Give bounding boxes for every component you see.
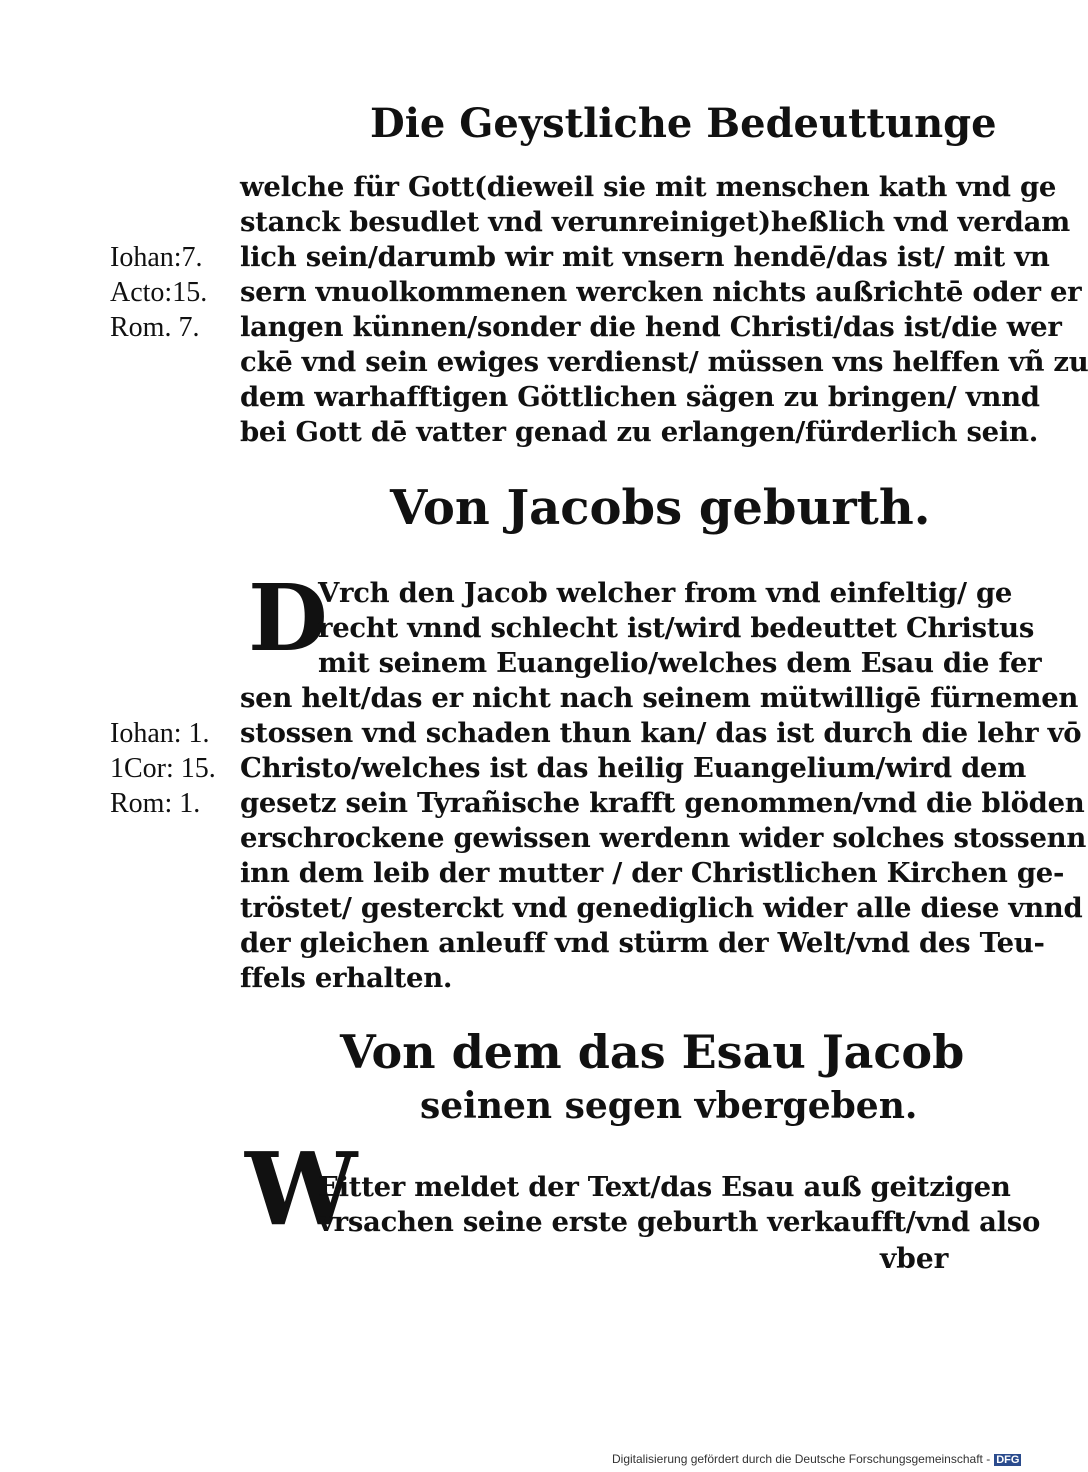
text-line: sern vnuolkommenen wercken nichts außrichtē oder er (240, 276, 1082, 308)
section1-margin-notes (110, 240, 240, 345)
text-line: gesetz sein Tyrañische krafft genommen/vnd die blöden (240, 787, 1085, 819)
drop-cap: W (245, 1130, 358, 1248)
margin-note: Iohan:7. (110, 242, 203, 273)
text-line: lich sein/darumb wir mit vnsern hendē/das ist/ mit vn (240, 241, 1050, 273)
dfg-logo-icon: DFG (996, 1454, 1020, 1466)
section-heading: Von Jacobs geburth. (390, 480, 931, 536)
text-line: welche für Gott(dieweil sie mit menschen kath vnd ge (240, 171, 1057, 203)
text-line: Vrch den Jacob welcher from vnd einfeltig/ ge (318, 577, 1013, 609)
running-head: Die Geystliche Bedeuttunge (370, 100, 997, 147)
section1-text (240, 170, 1088, 450)
text-line: ckē vnd sein ewiges verdienst/ müssen vns helffen vñ zu (240, 346, 1088, 378)
digitization-footer (612, 1452, 1021, 1466)
text-line: dem warhafftigen Göttlichen sägen zu bringen/ vnnd (240, 381, 1040, 413)
section2-margin-notes (110, 716, 240, 821)
margin-note: Iohan: 1. (110, 718, 210, 749)
text-line: tröstet/ gesterckt vnd genediglich wider alle diese vnnd (240, 892, 1083, 924)
margin-note: Acto:15. (110, 277, 208, 308)
text-line: inn dem leib der mutter / der Christlichen Kirchen ge- (240, 857, 1065, 889)
text-line: ffels erhalten. (240, 962, 453, 994)
margin-note: Rom. 7. (110, 312, 200, 343)
text-line: Eitter meldet der Text/das Esau auß geitzigen (318, 1171, 1011, 1203)
text-line: mit seinem Euangelio/welches dem Esau die fer (318, 647, 1042, 679)
margin-note: Rom: 1. (110, 788, 201, 819)
text-line: der gleichen anleuff vnd stürm der Welt/vnd des Teu- (240, 927, 1045, 959)
section-subheading: seinen segen vbergeben. (420, 1085, 918, 1127)
text-line: stossen vnd schaden thun kan/ das ist durch die lehr vō (240, 717, 1082, 749)
text-line: Christo/welches ist das heilig Euangelium/wird dem (240, 752, 1026, 784)
footer-text: Digitalisierung gefördert durch die Deutsche Forschungsgemeinschaft - (612, 1452, 991, 1466)
drop-cap: D (248, 564, 328, 672)
text-line: erschrockene gewissen werdenn wider solches stossenn (240, 822, 1087, 854)
text-line: bei Gott dē vatter genad zu erlangen/fürderlich sein. (240, 416, 1038, 448)
section3-text (240, 1170, 1041, 1240)
text-line: recht vnnd schlecht ist/wird bedeuttet Christus (318, 612, 1035, 644)
section-heading: Von dem das Esau Jacob (340, 1025, 965, 1079)
text-line: sen helt/das er nicht nach seinem mütwilligē fürnemen (240, 682, 1079, 714)
section2-text (240, 576, 1087, 996)
text-line: langen künnen/sonder die hend Christi/das ist/die wer (240, 311, 1062, 343)
catchword: vber (880, 1242, 949, 1275)
margin-note: 1Cor: 15. (110, 753, 216, 784)
text-line: vrsachen seine erste geburth verkaufft/vnd also (318, 1206, 1041, 1238)
text-line: stanck besudlet vnd verunreiniget)heßlich vnd verdam (240, 206, 1070, 238)
